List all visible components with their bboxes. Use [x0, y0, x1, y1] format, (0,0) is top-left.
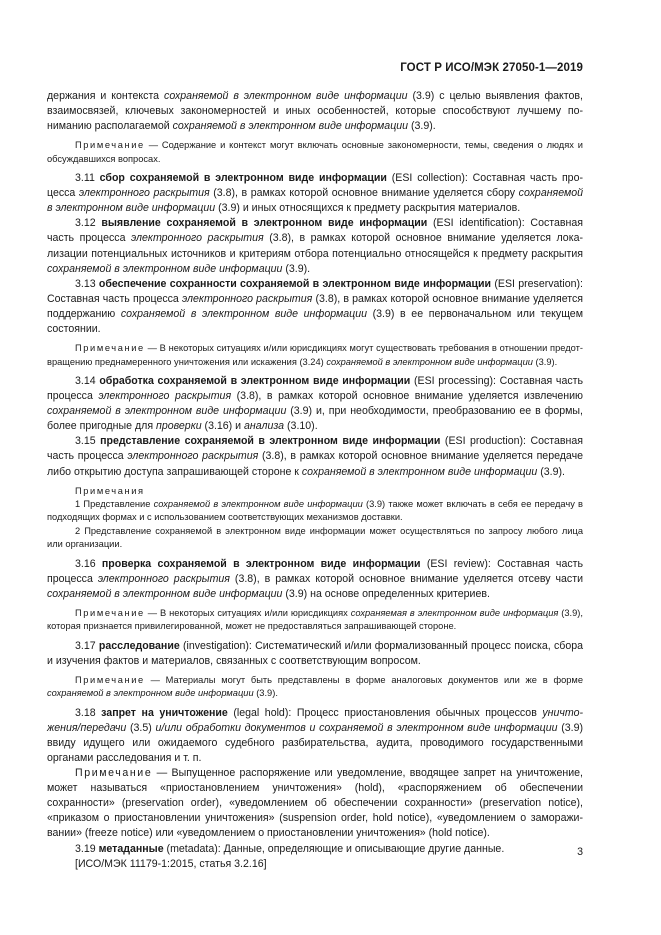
note-item: 1 Представление сохраняемой в электронном виде информации (3.9) также может включать в себя ее передачу в подходящих формах и с использованием соответствующих механизмов доставки. — [47, 499, 583, 523]
note: Примечание — Материалы могут быть представлены в форме аналоговых документов или же в форме сохраняемой в электронном виде информации (3.9). — [47, 674, 583, 699]
page-content — [47, 89, 583, 872]
paragraph-intro: держания и контекста сохраняемой в электронном виде информации (3.9) с целью выявления фактов, взаимосвязей, ключевых закономерностей и иных особенностей, которые способствуют лучшему пониманию располагаемой сохраняемой в электронном виде информации (3.9). — [47, 90, 583, 133]
definition-3-12: 3.12 выявление сохраняемой в электронном виде информации (ESI identification): Составная часть процесса электронного раскрытия (3.8), в рамках которой основное внимание уделяется локализации потенциальных источников и критериям отбора потенциально относящейся к предмету раскрытия сохраняемой в электронном виде информации (3.9). — [47, 217, 583, 275]
definition-3-19: 3.19 метаданные (metadata): Данные, определяющие и описывающие другие данные. — [75, 842, 505, 855]
definition-3-14: 3.14 обработка сохраняемой в электронном виде информации (ESI processing): Составная часть процесса электронного раскрытия (3.8), в рамках которой основное внимание уделяется извлечению сохраняемой в электронном виде информации (3.9) и, при необходимости, преобразованию ее в формы, более пригодные для проверки (3.16) и анализа (3.10). — [47, 374, 584, 433]
definition-3-13: 3.13 обеспечение сохранности сохраняемой в электронном виде информации (ESI preservation): Составная часть процесса электронного раскрытия (3.8), в рамках которой основное внимание уделяется поддержанию сохраняемой в электронном виде информации (3.9) в ее первоначальном или текущем состоянии. — [47, 277, 583, 336]
standard-header: ГОСТ Р ИСО/МЭК 27050-1—2019 — [400, 62, 583, 74]
page-number: 3 — [577, 846, 583, 858]
definition-3-18: 3.18 запрет на уничтожение (legal hold): Процесс приостановления обычных процессов уничтожения/передачи (3.5) и/или обработки документов и сохраняемой в электронном виде информации (3.9) ввиду идущего или ожидаемого судебного разбирательства, аудита, проводимого государственными органами расследования и т. п. — [47, 706, 584, 764]
note: Примечание — В некоторых ситуациях и/или юрисдикциях могут существовать требования в отношении предотвращению преднамеренного уничтожения или искажения (3.24) сохраняемой в электронном виде информации (3.9). — [47, 343, 583, 367]
note-item: 2 Представление сохраняемой в электронном виде информации может осуществляться по запросу любого лица или организации. — [47, 525, 583, 550]
definition-3-11: 3.11 сбор сохраняемой в электронном виде информации (ESI collection): Составная часть процесса электронного раскрытия (3.8), в рамках которой основное внимание уделяется сбору сохраняемой в электронном виде информации (3.9) и иных относящихся к предмету раскрытия материалов. — [47, 172, 584, 215]
note: Примечание — В некоторых ситуациях и/или юрисдикциях сохраняемая в электронном виде информация (3.9), которая признается привилегированной, может не предоставляться запрашивающей стороне. — [47, 607, 583, 632]
note: Примечание — Содержание и контекст могут включать основные закономерности, темы, сведения о людях и обсуждавшихся вопросах. — [47, 140, 583, 164]
definition-3-15: 3.15 представление сохраняемой в электронном виде информации (ESI production): Составная часть процесса электронного раскрытия (3.8), в рамках которой основное внимание уделяется передаче либо открытию доступа запрашивающей стороне к сохраняемой в электронном виде информации (3.9). — [47, 435, 584, 478]
note-3-18: Примечание — Выпущенное распоряжение или уведомление, вводящее запрет на уничтожение, может называться «приостановлением уничтожения» (hold), «распоряжением об обеспечении сохранности» (preservation order), «уведомлением об обеспечении сохранности» (preservation notice), «приказом о приостановлении уничтожения» (suspension order, hold notice), «уведомлением о замораживании» (freeze notice) или «уведомлением о приостановлении уничтожения» (hold notice). — [47, 767, 583, 840]
notes-heading: Примечания — [75, 485, 145, 496]
definition-3-17: 3.17 расследование (investigation): Систематический и/или формализованный процесс поиска, сбора и изучения фактов и материалов, связанных с соответствующим вопросом. — [47, 639, 584, 667]
definition-3-16: 3.16 проверка сохраняемой в электронном виде информации (ESI review): Составная часть процесса электронного раскрытия (3.8), в рамках которой основное внимание уделяется отсеву части сохраняемой в электронном виде информации (3.9) на основе определенных критериев. — [47, 557, 584, 600]
source-reference: [ИСО/МЭК 11179-1:2015, статья 3.2.16] — [75, 857, 267, 870]
